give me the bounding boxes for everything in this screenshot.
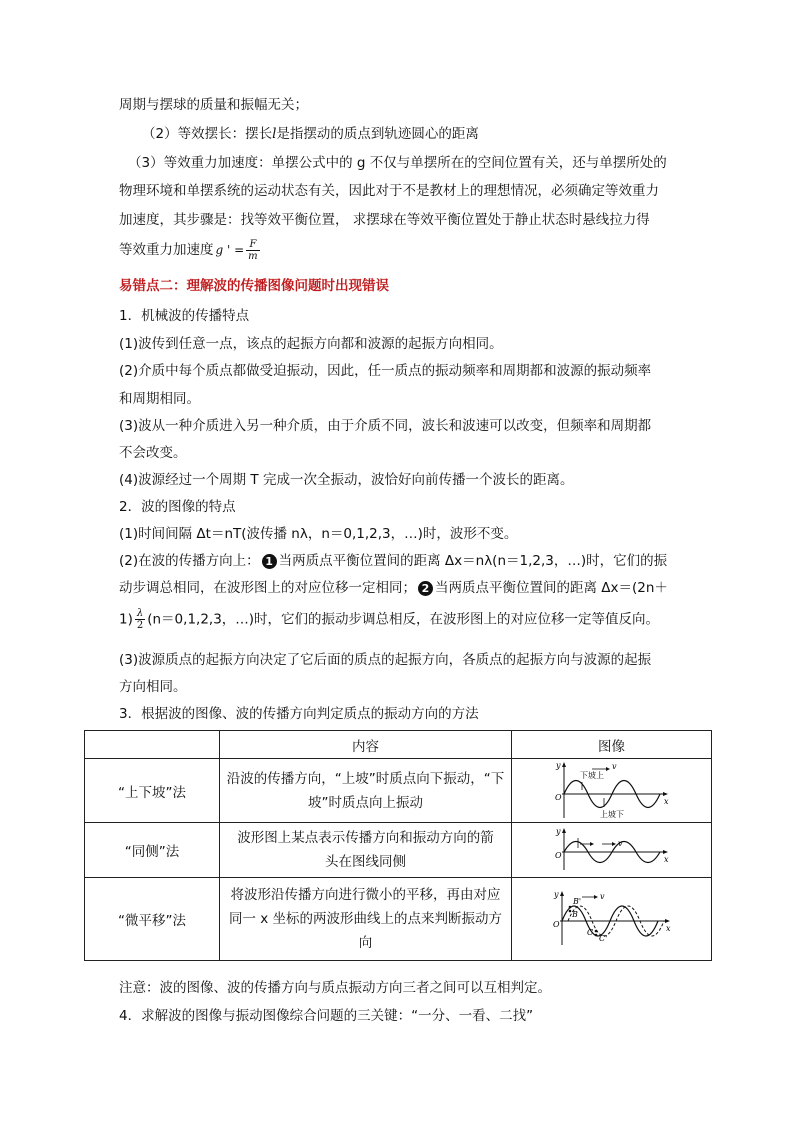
- s1-item-1: (1)波传到任意一点，该点的起振方向都和波源的起振方向相同。: [119, 336, 503, 352]
- method-name: “上下坡”法: [85, 759, 220, 823]
- s4-heading: 4．求解波的图像与振动图像综合问题的三关键：“一分、一看、二找”: [119, 1008, 534, 1024]
- method-content-line: 沿波的传播方向，“上坡”时质点向下振动，“下: [226, 770, 505, 787]
- method-content: [220, 759, 512, 823]
- s3-note: 注意：波的图像、波的传播方向与质点振动方向三者之间可以互相判定。: [119, 980, 551, 996]
- s1-item-4: (4)波源经过一个周期 T 完成一次全振动，波恰好向前传播一个波长的距离。: [119, 472, 574, 488]
- arrow-head-icon: [606, 767, 610, 771]
- intro-para-3-line-4: [119, 237, 262, 263]
- table-header-content: 内容: [220, 731, 512, 759]
- slight-shift-wave-diagram: [550, 889, 674, 949]
- s2-item-2-line-1: [119, 551, 667, 571]
- s2-heading: 2．波的图像的特点: [119, 499, 236, 515]
- fraction-two: 2: [136, 620, 144, 631]
- method-figure: [512, 878, 712, 961]
- s2-item-2-line-3-a: 1): [119, 611, 133, 628]
- method-name: “同侧”法: [85, 823, 220, 878]
- intro-para-3-line-4-prefix: 等效重力加速度: [119, 242, 214, 258]
- method-content-line: 将波形沿传播方向进行微小的平移，再由对应: [230, 887, 501, 903]
- s2-item-2-line-3: [119, 608, 659, 631]
- s2-item-1: (1)时间间隔 Δt＝nT(波传播 nλ，n＝0,1,2,3，…)时，波形不变。: [119, 526, 518, 542]
- method-content-line: 波形图上某点表示传播方向和振动方向的箭: [237, 830, 494, 846]
- v-label: v: [599, 892, 605, 901]
- s2-item-2-line-3-b: (n＝0,1,2,3，…)时，它们的振动步调总相反，在波形图上的对应位移一定等值反向。: [147, 611, 660, 628]
- circled-number-1: 1: [262, 554, 277, 569]
- v-label: v: [611, 761, 617, 771]
- fraction-lambda-over-2: [135, 608, 145, 631]
- fraction-numerator: F: [246, 239, 259, 251]
- s1-item-3-line-1: (3)波从一种介质进入另一种介质，由于介质不同，波长和波速可以改变，但频率和周期都: [119, 418, 652, 434]
- fraction-f-over-m: [246, 239, 259, 262]
- x-axis-arrow-icon: [665, 919, 670, 923]
- y-label: y: [555, 827, 561, 836]
- intro-para-2-prefix: （2）等效摆长：摆长: [142, 126, 273, 142]
- s3-heading: 3．根据波的图像、波的传播方向判定质点的振动方向的方法: [119, 706, 479, 722]
- x-label: x: [663, 796, 669, 806]
- method-content: [220, 878, 512, 961]
- g-prime-symbol: g ' =: [215, 243, 245, 257]
- point-b-prime: [568, 906, 571, 909]
- intro-para-2-suffix: 是指摆动的质点到轨迹圆心的距离: [276, 126, 479, 142]
- point-c-prime: [594, 934, 597, 937]
- intro-para-3-line-1: （3）等效重力加速度：单摆公式中的 g 不仅与单摆所在的空间位置有关，还与单摆所处的: [128, 155, 667, 171]
- arrow-head-icon: [612, 842, 616, 846]
- s2-item-3-line-1: (3)波源质点的起振方向决定了它后面的质点的起振方向，各质点的起振方向与波源的起振: [119, 652, 652, 668]
- downhill-up-label: 下坡上: [579, 770, 604, 780]
- x-label: x: [665, 924, 671, 933]
- v-label: v: [617, 839, 623, 848]
- method-content-line: 头在图线同侧: [325, 854, 406, 870]
- intro-para-2-var: l: [272, 126, 277, 142]
- y-label: y: [555, 760, 561, 770]
- s2-item-2-line-2-a: 动步调总相同，在波形图上的对应位移一定相同；: [119, 580, 416, 596]
- s2-item-2-line-1-a: (2)在波的传播方向上：: [119, 553, 260, 569]
- section-title: 易错点二：理解波的传播图像问题时出现错误: [119, 278, 389, 294]
- y-axis-arrow-icon: [562, 828, 566, 833]
- table-row: [85, 759, 712, 823]
- intro-para-2: [142, 124, 479, 144]
- s1-item-3-line-2: 不会改变。: [119, 445, 187, 461]
- y-axis-arrow-icon: [560, 891, 564, 896]
- table-header-row: [85, 731, 712, 759]
- s2-item-2-line-2-b: 当两质点平衡位置间的距离 Δx＝(2n＋: [435, 580, 668, 596]
- lambda-symbol: λ: [135, 608, 145, 620]
- s1-heading: 1．机械波的传播特点: [119, 308, 250, 324]
- method-content-line: 同一 x 坐标的两波形曲线上的点来判断振动方: [228, 911, 503, 927]
- intro-para-3-line-3: 加速度，其步骤是：找等效平衡位置， 求摆球在等效平衡位置处于静止状态时悬线拉力得: [119, 212, 650, 228]
- circled-number-2: 2: [418, 581, 433, 596]
- s1-item-2-line-1: (2)介质中每个质点都做受迫振动，因此，任一质点的振动频率和周期都和波源的振动频率: [119, 363, 652, 379]
- origin-label: O: [552, 920, 560, 929]
- origin-label: O: [554, 792, 562, 802]
- table-row: [85, 823, 712, 878]
- x-label: x: [663, 855, 669, 864]
- same-side-wave-diagram: [552, 826, 672, 874]
- intro-line-1: 周期与摆球的质量和振幅无关；: [119, 97, 308, 113]
- arrow-head-icon: [594, 895, 598, 899]
- method-name: “微平移”法: [85, 878, 220, 961]
- y-axis-arrow-icon: [562, 762, 566, 767]
- method-figure: [512, 759, 712, 823]
- uphill-down-label: 上坡下: [599, 809, 624, 819]
- method-content: [220, 823, 512, 878]
- b-prime-label: B': [572, 897, 581, 906]
- up-down-slope-wave-diagram: [552, 760, 672, 822]
- arrow-head-icon: [590, 842, 594, 846]
- table-header-empty: [85, 731, 220, 759]
- method-content-line: 向: [358, 935, 373, 951]
- x-axis-arrow-icon: [663, 850, 668, 854]
- s2-item-2-line-2: [119, 578, 668, 598]
- c-prime-label: C': [598, 934, 607, 943]
- methods-table: [84, 730, 712, 961]
- point-b: [568, 910, 571, 913]
- method-figure: [512, 823, 712, 878]
- x-axis-arrow-icon: [663, 792, 668, 796]
- table-header-image: 图像: [512, 731, 712, 759]
- point-c: [594, 930, 597, 933]
- y-label: y: [553, 890, 559, 899]
- method-content-line: 坡”时质点向上振动: [308, 794, 423, 811]
- c-label: C: [586, 928, 593, 937]
- s2-item-2-line-1-b: 当两质点平衡位置间的距离 Δx＝nλ(n＝1,2,3，…)时，它们的振: [278, 553, 668, 569]
- s2-item-3-line-2: 方向相同。: [119, 679, 187, 695]
- table-row: [85, 878, 712, 961]
- fraction-denominator: m: [248, 250, 258, 262]
- b-label: B: [571, 910, 578, 919]
- s1-item-2-line-2: 和周期相同。: [119, 391, 200, 407]
- intro-para-3-line-2: 物理环境和单摆系统的运动状态有关，因此对于不是教材上的理想情况，必须确定等效重力: [119, 183, 659, 199]
- origin-label: O: [554, 851, 562, 860]
